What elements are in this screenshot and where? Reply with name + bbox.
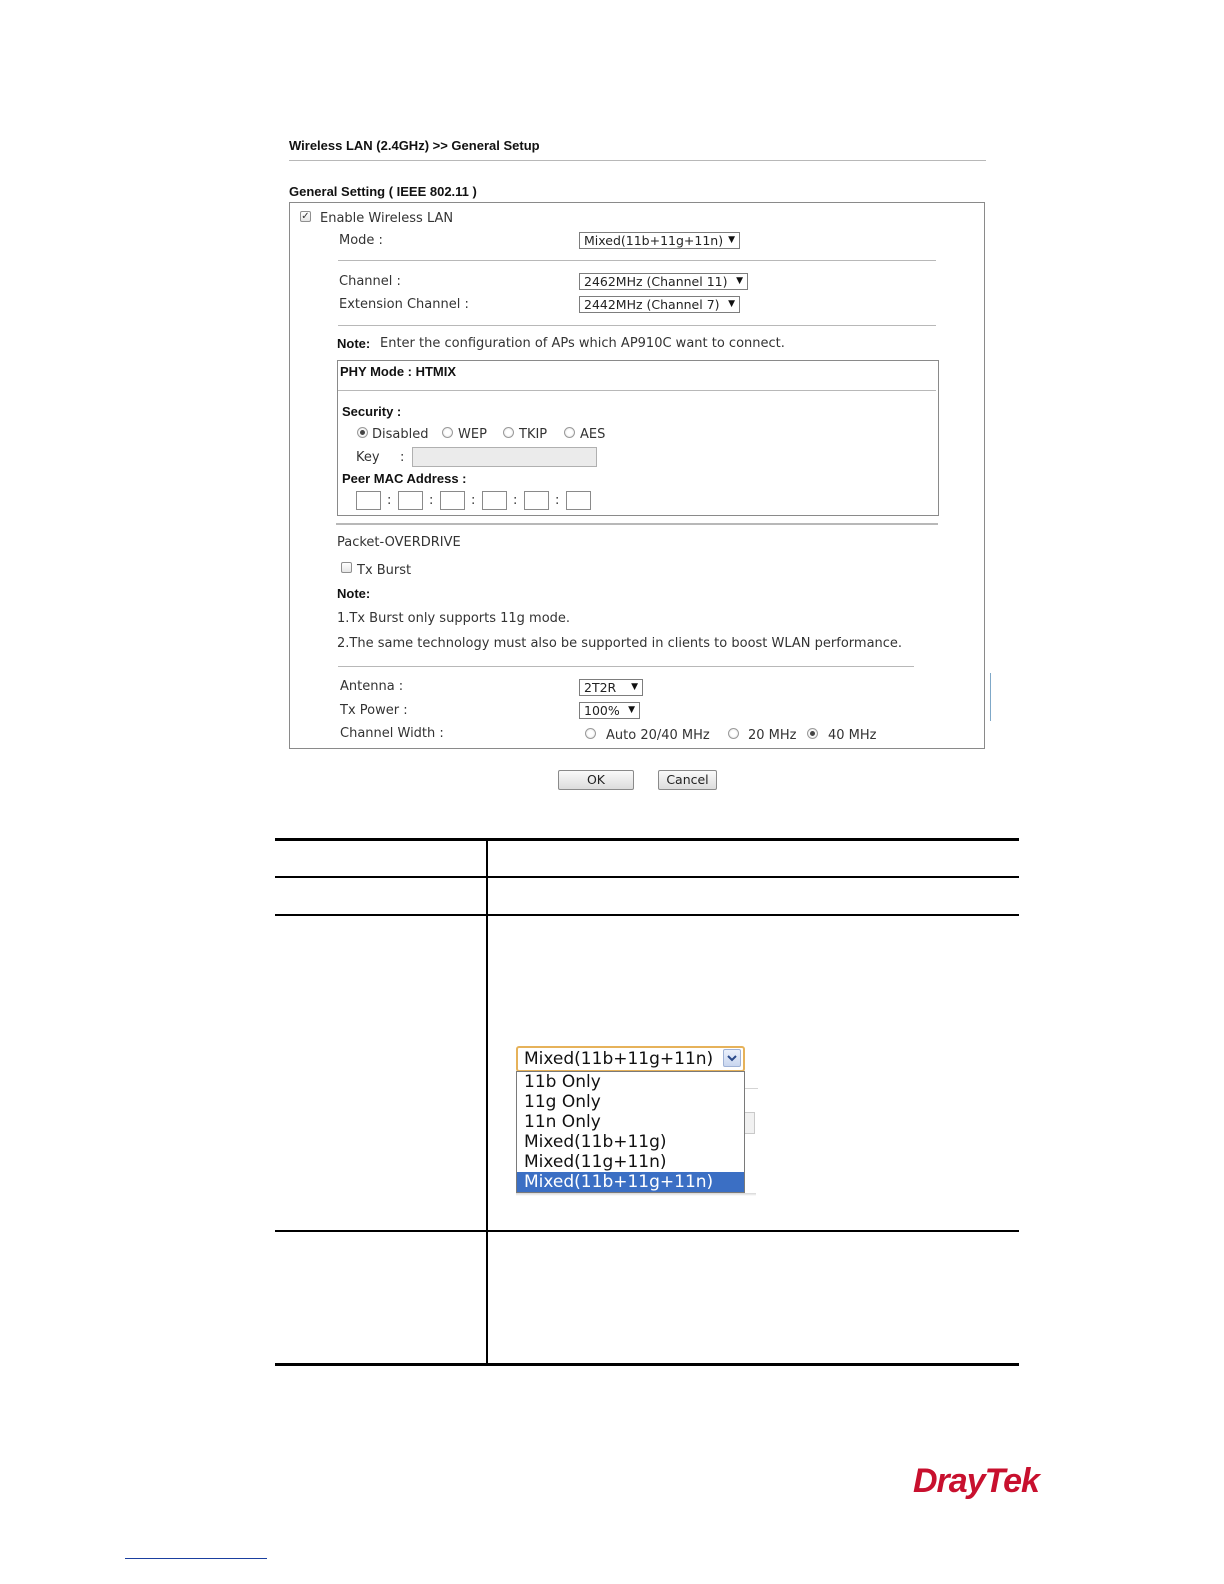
- page-title: Wireless LAN (2.4GHz) >> General Setup: [289, 138, 540, 153]
- table-column-divider: [486, 839, 488, 1365]
- peer-mac-label: Peer MAC Address :: [342, 471, 467, 486]
- channel-select-value: 2462MHz (Channel 11): [584, 274, 728, 289]
- enable-wireless-lan-checkbox[interactable]: [300, 211, 311, 222]
- channel-width-40-radio[interactable]: [807, 728, 818, 739]
- channel-width-label: Channel Width :: [340, 726, 444, 741]
- channel-label: Channel :: [339, 274, 401, 289]
- title-divider: [289, 160, 986, 161]
- antenna-label: Antenna :: [340, 679, 404, 694]
- dropdown-option[interactable]: 11b Only: [524, 1072, 601, 1092]
- dropdown-option[interactable]: 11n Only: [524, 1112, 601, 1132]
- table-bottom-rule: [275, 1363, 1019, 1366]
- tx-power-label: Tx Power :: [340, 703, 408, 718]
- extension-channel-select-value: 2442MHz (Channel 7): [584, 297, 720, 312]
- ok-button[interactable]: OK: [558, 770, 634, 790]
- key-label: Key: [356, 450, 380, 465]
- mode-select[interactable]: [579, 232, 740, 249]
- security-wep-radio[interactable]: [442, 427, 453, 438]
- dropdown-option[interactable]: 11g Only: [524, 1092, 601, 1112]
- mac-octet-3-input[interactable]: [440, 491, 465, 510]
- mac-octet-5-input[interactable]: [524, 491, 549, 510]
- background-rule-fragment: [744, 1088, 758, 1089]
- security-aes-radio[interactable]: [564, 427, 575, 438]
- channel-width-20-radio[interactable]: [728, 728, 739, 739]
- mac-separator: :: [555, 493, 560, 508]
- divider: [338, 666, 914, 667]
- dropdown-arrow-icon: ▼: [736, 276, 743, 286]
- table-row-rule: [275, 1230, 1019, 1232]
- footer-link-underline: [125, 1558, 267, 1559]
- security-wep-label: WEP: [458, 427, 487, 442]
- divider: [338, 260, 936, 261]
- key-input[interactable]: [412, 447, 597, 467]
- mac-separator: :: [387, 493, 392, 508]
- dropdown-option[interactable]: Mixed(11b+11g): [524, 1132, 667, 1152]
- mac-octet-6-input[interactable]: [566, 491, 591, 510]
- chevron-down-icon: [723, 1049, 741, 1067]
- draytek-logo: DrayTek: [913, 1462, 1039, 1500]
- channel-width-40-label: 40 MHz: [828, 728, 877, 743]
- packet-overdrive-title: Packet-OVERDRIVE: [337, 535, 461, 550]
- security-disabled-radio[interactable]: [357, 427, 368, 438]
- dropdown-arrow-icon: ▼: [728, 235, 735, 245]
- channel-select[interactable]: [579, 273, 748, 290]
- channel-width-auto-label: Auto 20/40 MHz: [606, 728, 710, 743]
- table-top-rule: [275, 838, 1019, 841]
- security-tkip-radio[interactable]: [503, 427, 514, 438]
- scroll-edge: [990, 673, 991, 721]
- tx-burst-label: Tx Burst: [357, 563, 412, 578]
- note-label: Note:: [337, 336, 371, 351]
- divider: [336, 523, 938, 525]
- tx-burst-checkbox[interactable]: [341, 562, 352, 573]
- extension-channel-label: Extension Channel :: [339, 297, 469, 312]
- mac-octet-2-input[interactable]: [398, 491, 423, 510]
- dropdown-option[interactable]: Mixed(11g+11n): [524, 1152, 667, 1172]
- table-row-rule: [275, 914, 1019, 916]
- cancel-button[interactable]: Cancel: [658, 770, 717, 790]
- mode-label: Mode :: [339, 233, 383, 248]
- mac-octet-1-input[interactable]: [356, 491, 381, 510]
- overdrive-note-label: Note:: [337, 586, 371, 601]
- note-text: Enter the configuration of APs which AP910C want to connect.: [380, 336, 785, 351]
- table-row-rule: [275, 876, 1019, 878]
- security-disabled-label: Disabled: [372, 427, 429, 442]
- divider: [338, 390, 936, 391]
- antenna-select[interactable]: [579, 679, 643, 696]
- mac-separator: :: [429, 493, 434, 508]
- overdrive-note-2: 2.The same technology must also be supported in clients to boost WLAN performance.: [337, 636, 903, 651]
- antenna-select-value: 2T2R: [584, 680, 617, 695]
- dropdown-shadow: [516, 1193, 756, 1196]
- security-label: Security :: [342, 404, 402, 419]
- mac-separator: :: [471, 493, 476, 508]
- key-colon: :: [400, 450, 405, 465]
- check-icon: ✓: [301, 211, 310, 222]
- mac-octet-4-input[interactable]: [482, 491, 507, 510]
- dropdown-arrow-icon: ▼: [728, 299, 735, 309]
- divider: [338, 325, 936, 326]
- security-aes-label: AES: [580, 427, 606, 442]
- enable-wireless-lan-label: Enable Wireless LAN: [320, 211, 454, 226]
- phy-mode-label: PHY Mode : HTMIX: [340, 364, 457, 379]
- tx-power-select[interactable]: [579, 702, 640, 719]
- mode-dropdown-value: Mixed(11b+11g+11n): [524, 1049, 714, 1069]
- security-tkip-label: TKIP: [519, 427, 548, 442]
- section-title: General Setting ( IEEE 802.11 ): [289, 184, 477, 199]
- mode-dropdown-illustration[interactable]: [516, 1046, 745, 1072]
- channel-width-auto-radio[interactable]: [585, 728, 596, 739]
- dropdown-arrow-icon: ▼: [628, 705, 635, 715]
- overdrive-note-1: 1.Tx Burst only supports 11g mode.: [337, 611, 571, 626]
- extension-channel-select[interactable]: [579, 296, 740, 313]
- tx-power-select-value: 100%: [584, 703, 620, 718]
- mode-select-value: Mixed(11b+11g+11n): [584, 233, 724, 248]
- dropdown-option-highlighted[interactable]: Mixed(11b+11g+11n): [517, 1172, 744, 1192]
- channel-width-20-label: 20 MHz: [748, 728, 797, 743]
- mac-separator: :: [513, 493, 518, 508]
- dropdown-arrow-icon: ▼: [631, 682, 638, 692]
- mode-dropdown-list: [516, 1071, 745, 1193]
